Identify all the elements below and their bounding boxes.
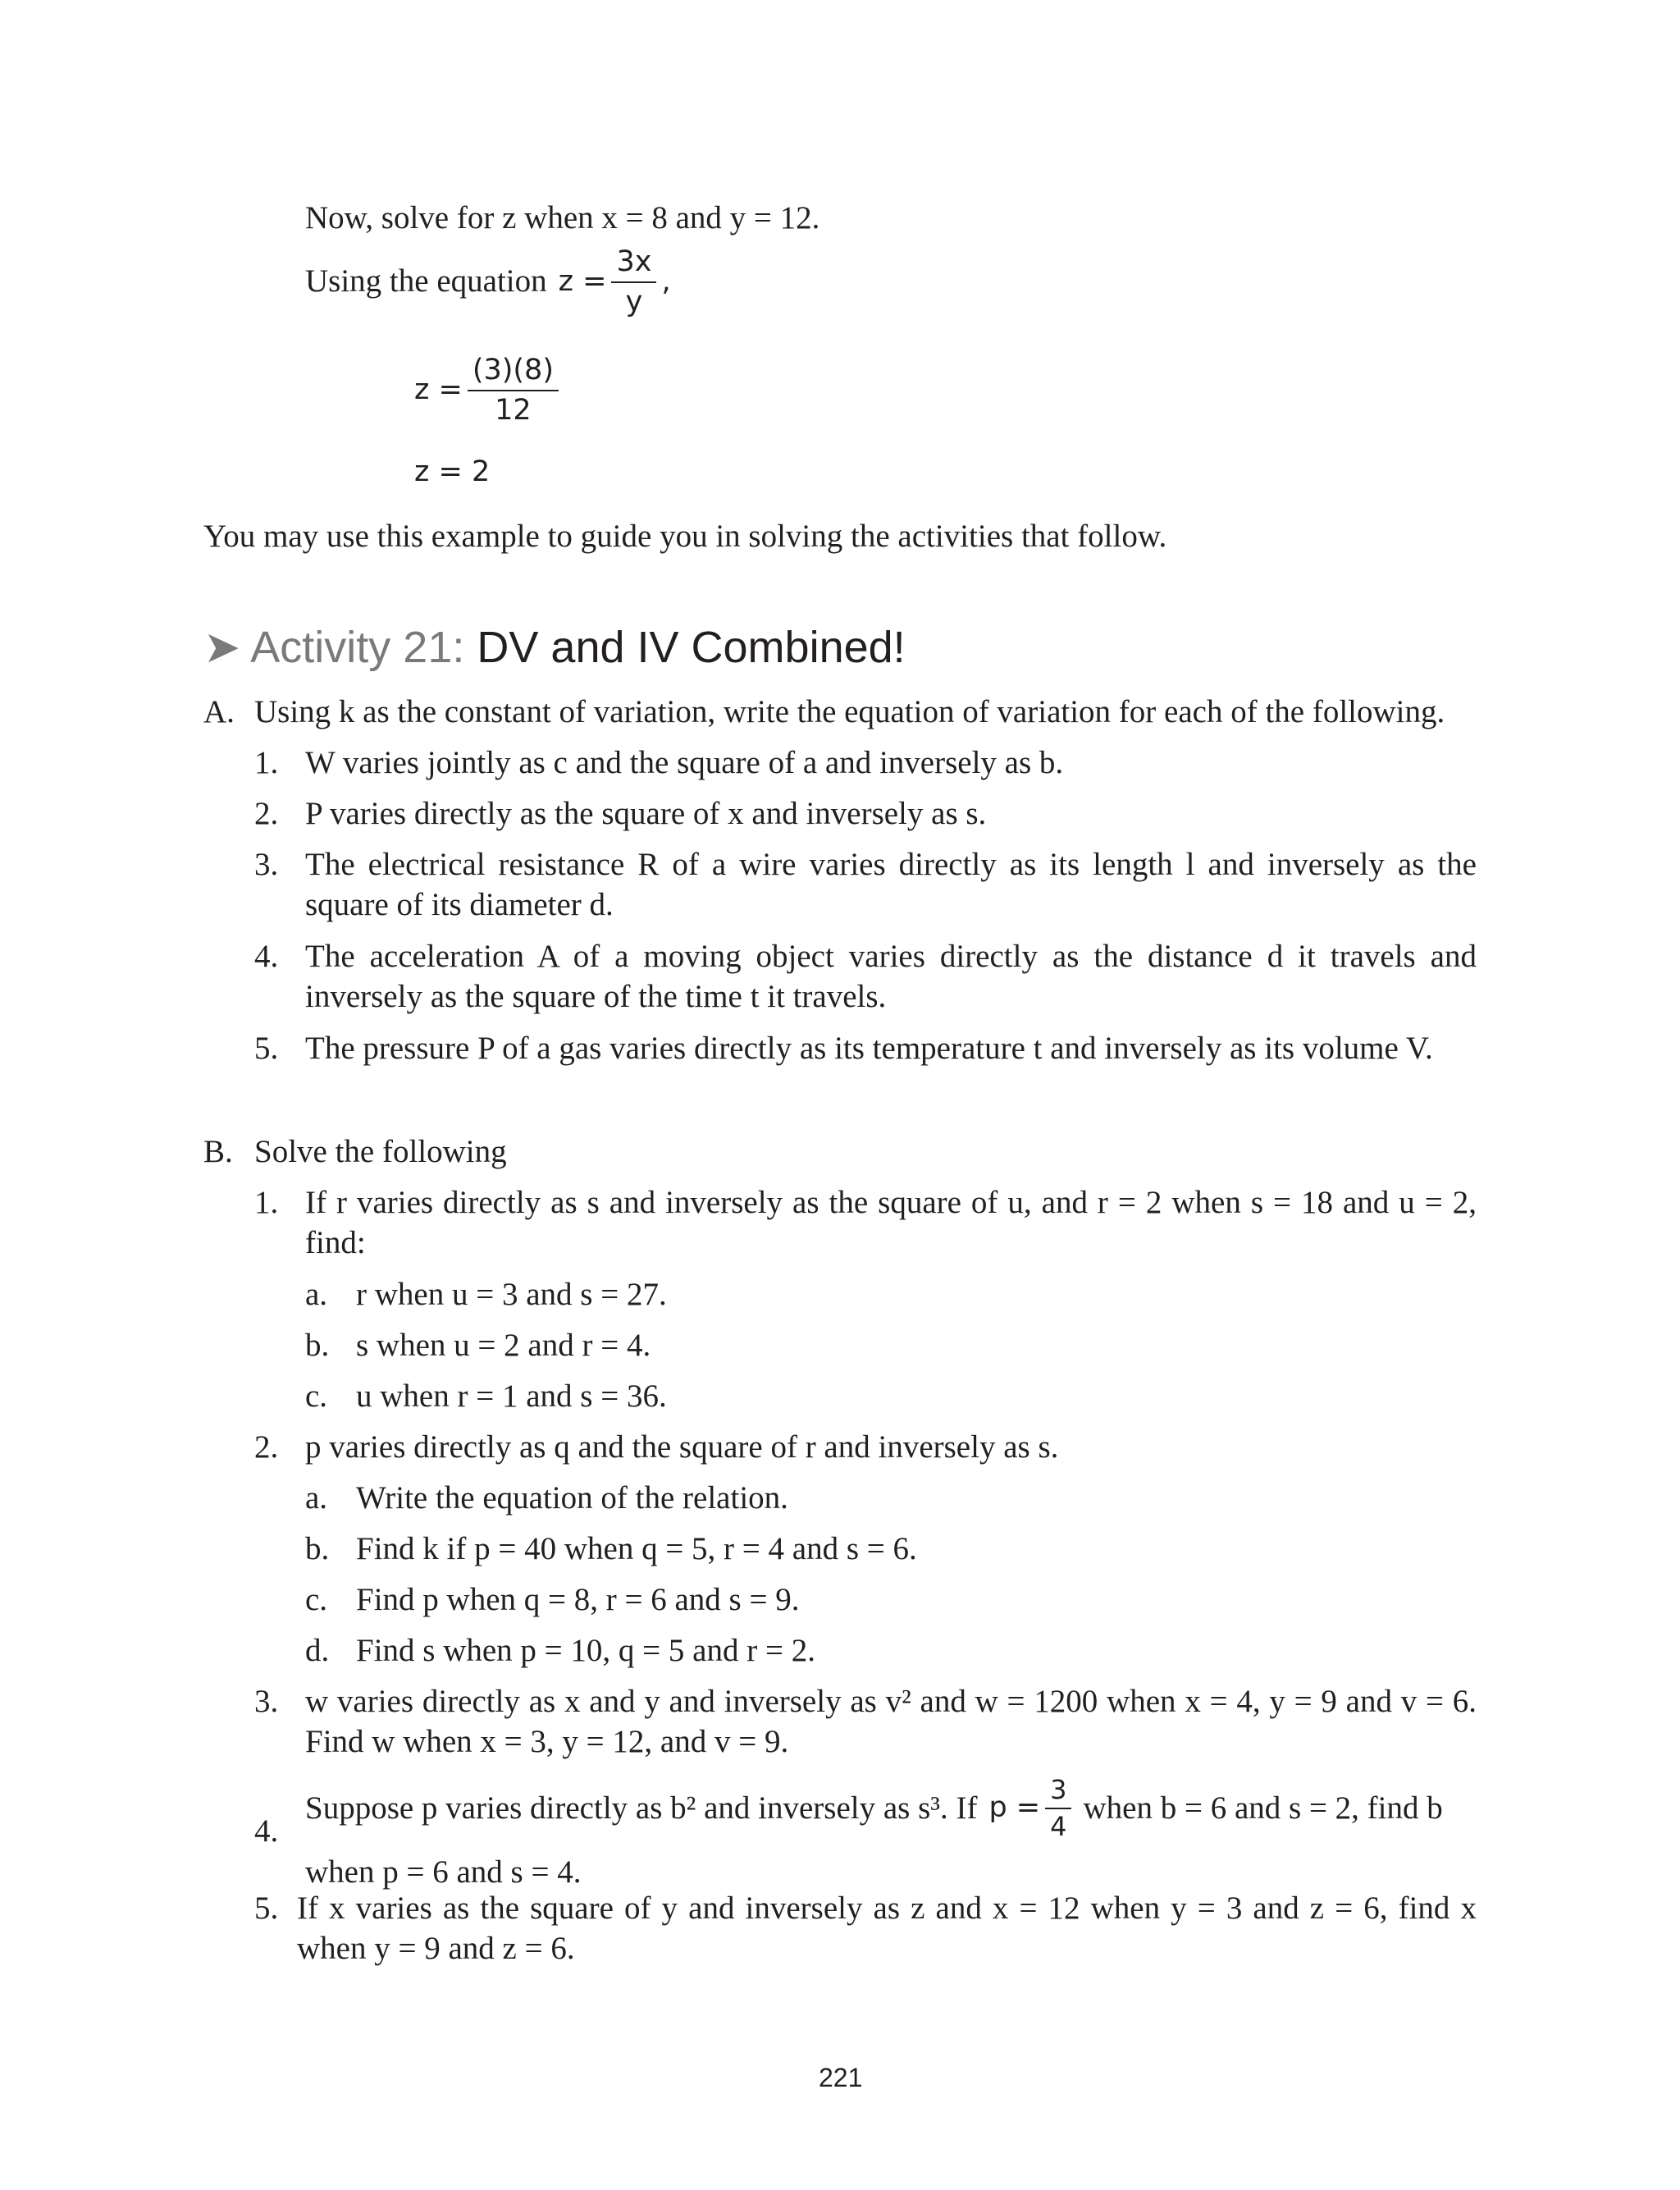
section-a-label: A. — [203, 694, 235, 729]
sub-text: r when u = 3 and s = 27. — [356, 1277, 667, 1312]
q4-numerator: 3 — [1045, 1776, 1071, 1809]
sub-text: Find k if p = 40 when q = 5, r = 4 and s = 6. — [356, 1531, 917, 1566]
section-a-instruction: Using k as the constant of variation, write the equation of variation for each of the following. — [254, 694, 1445, 729]
item-number: 1. — [254, 1185, 279, 1220]
item-text: The electrical resistance R of a wire varies directly as its length l and inversely as the square of its diameter d. — [305, 847, 1477, 922]
guide-text: You may use this example to guide you in solving the activities that follow. — [203, 519, 1167, 554]
item-number: 4. — [254, 1813, 279, 1849]
equation-numerator: 3x — [611, 246, 656, 283]
item-text: w varies directly as x and y and inversely as v² and w = 1200 when x = 4, y = 9 and v = 6. Find w when x = 3, y = 12, and v = 9. — [305, 1684, 1477, 1759]
equation-comma: , — [661, 264, 671, 298]
sub-letter: c. — [305, 1378, 328, 1414]
step1-denominator: 12 — [495, 393, 532, 427]
item-text: If r varies directly as s and inversely as the square of u, and r = 2 when s = 18 and u = 2, find: — [305, 1185, 1477, 1260]
item-number: 3. — [254, 1684, 279, 1719]
sub-letter: a. — [305, 1480, 328, 1516]
equation-line — [305, 246, 671, 318]
sub-text: Find p when q = 8, r = 6 and s = 9. — [356, 1582, 800, 1617]
item-number: 2. — [254, 1429, 279, 1465]
example-intro: Now, solve for z when x = 8 and y = 12. — [305, 200, 820, 235]
sub-letter: b. — [305, 1531, 330, 1566]
sub-letter: a. — [305, 1277, 328, 1312]
item-text: The acceleration A of a moving object varies directly as the distance d it travels and inversely as the square of the time t it travels. — [305, 939, 1477, 1014]
item-number: 4. — [254, 939, 279, 974]
q4-fraction — [1045, 1776, 1071, 1841]
substitution-step — [414, 354, 564, 426]
item-text: W varies jointly as c and the square of a and inversely as b. — [305, 745, 1064, 780]
page-number: 221 — [819, 2063, 863, 2092]
item-number: 5. — [254, 1031, 279, 1066]
item-text: P varies directly as the square of x and inversely as s. — [305, 796, 987, 831]
sub-text: Write the equation of the relation. — [356, 1480, 788, 1516]
equation-lhs: z = — [558, 264, 607, 298]
item-number: 3. — [254, 847, 279, 882]
q4-text-before: Suppose p varies directly as b² and inversely as s³. If — [305, 1790, 978, 1826]
item-number: 2. — [254, 796, 279, 831]
section-b-instruction: Solve the following — [254, 1134, 507, 1169]
item-text: p varies directly as q and the square of r and inversely as s. — [305, 1429, 1059, 1465]
q4-p-eq: p = — [988, 1791, 1041, 1825]
arrow-icon: ➤ — [203, 623, 241, 672]
sub-text: s when u = 2 and r = 4. — [356, 1328, 651, 1363]
sub-letter: c. — [305, 1582, 328, 1617]
activity-title: DV and IV Combined! — [477, 623, 906, 672]
step1-numerator: (3)(8) — [468, 354, 559, 391]
q4-text-after: when b = 6 and s = 2, find b — [1083, 1790, 1443, 1826]
equation-fraction — [611, 246, 656, 318]
item-number: 1. — [254, 745, 279, 780]
activity-label: Activity 21: — [250, 623, 465, 672]
sub-letter: b. — [305, 1328, 330, 1363]
item-text: If x varies as the square of y and inversely as z and x = 12 when y = 3 and z = 6, find x when y = 9 and z = 6. — [297, 1891, 1477, 1966]
q4-line2: when p = 6 and s = 4. — [305, 1854, 582, 1890]
equation-denominator: y — [625, 285, 643, 318]
step1-lhs: z = — [414, 373, 463, 406]
step1-fraction — [468, 354, 559, 426]
using-label: Using the equation — [305, 263, 547, 299]
sub-letter: d. — [305, 1633, 330, 1668]
activity-heading — [203, 620, 906, 676]
sub-text: Find s when p = 10, q = 5 and r = 2. — [356, 1633, 815, 1668]
item-number: 5. — [254, 1891, 279, 1926]
section-b-label: B. — [203, 1134, 233, 1169]
item-text: The pressure P of a gas varies directly as its temperature t and inversely as its volume V. — [305, 1031, 1433, 1066]
result-step: z = 2 — [414, 455, 491, 488]
q4-denominator: 4 — [1050, 1811, 1067, 1843]
question-4-line1 — [305, 1776, 1443, 1841]
sub-text: u when r = 1 and s = 36. — [356, 1378, 667, 1414]
